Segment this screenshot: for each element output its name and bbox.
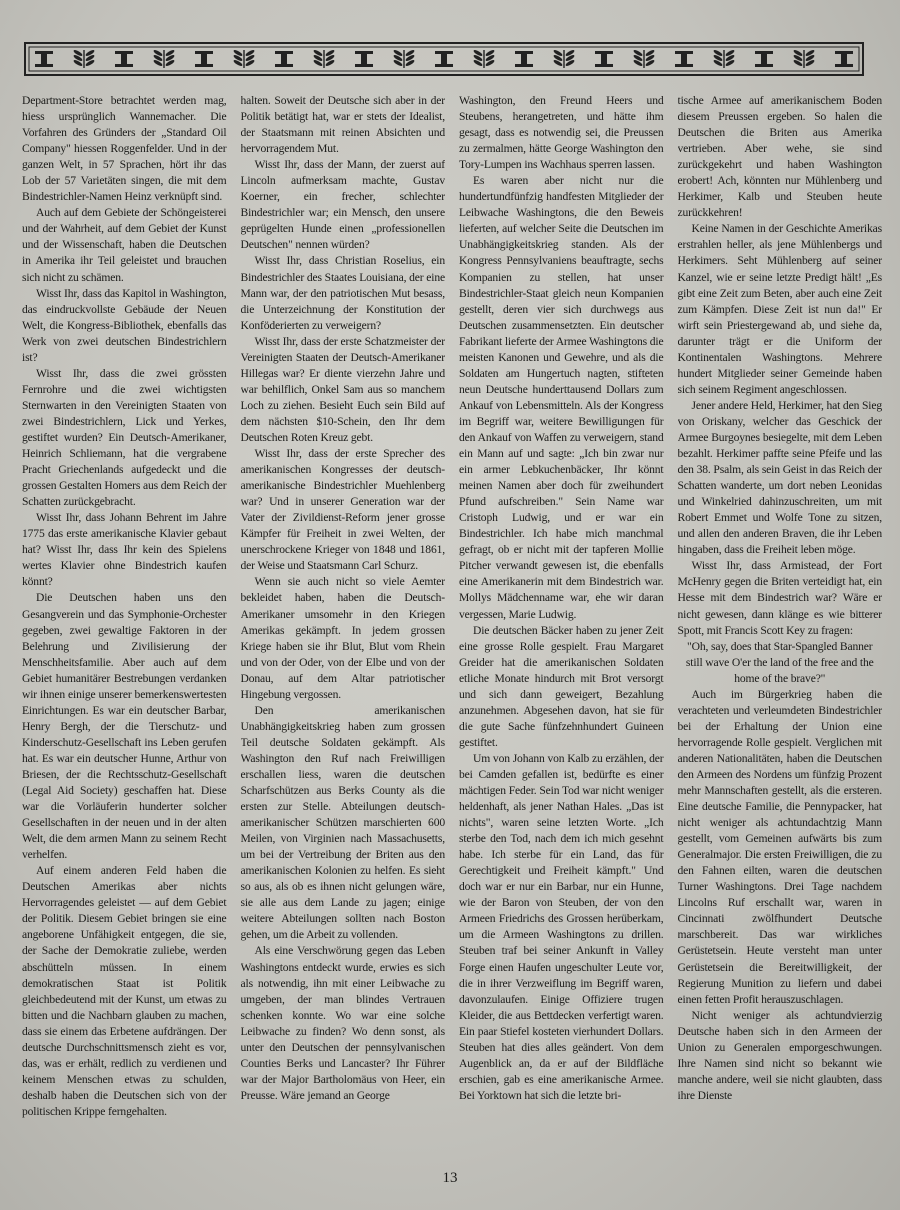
ornament-pillar [35,51,53,67]
column-2 [241,93,446,1173]
article-columns [22,93,882,1173]
ornament-pillar [275,51,293,67]
paragraph: Wisst Ihr, dass der erste Schatzmeister der Vereinigten Staaten der Deutsch-Amerikaner Hillegas war? Er diente vierzehn Jahre und war behilflich, Onkel Sam aus so manchem Loch zu ziehen. Besieht Euch sein Bild auf dem nächsten $10-Schein, den Ihr dem Deutschen Roten Kreuz gebt. [240,334,445,444]
paragraph: Um von Johann von Kalb zu erzählen, der bei Camden gefallen ist, bedürfte es einer mächtigen Feder. Sein Tod war nicht weniger heldenhaft, als jener Nathan Hales. „Das ist nichts", waren seine letzten Worte. „Ich sterbe den Tod, nach dem ich mich gesehnt habe. Ich sterbe für ein Land, das für Gerechtigkeit und Freiheit kämpft." Und doch war er nur ein Barbar, nur ein Hunne, wie der Baron von Steuben, der von den Armeen Friedrichs des Grossen herüberkam, um die Armeen Washingtons zu drillen. Steuben traf bei seiner Ankunft in Valley Forge einen Haufen ungeschulter Leute vor, die in ihrer Verzweiflung im Begriff waren, davonzulaufen. Einige Offiziere trugen Kleider, die aus Bettdecken verfertigt waren. Ein paar Stiefel kosteten vierhundert Dollars. Steuben hat dies alles geändert. Von dem Augenblick an, da er auf der Bildfläche erschien, gab es eine amerikanische Armee. Bei Yorktown hat sich die letzte bri- [459,751,664,1102]
page-number: 13 [442,1170,458,1186]
ornament-pillar [435,51,453,67]
paragraph: Wisst Ihr, dass der erste Sprecher des amerikanischen Kongresses der deutsch-amerikanische Bindestrichler Muehlenberg war? Und in unserer Generation war der Vater der Zivildienst-Reform jener grosse Kämpfer für Freiheit in zwei Welten, der unerschrockene Krieger von 1848 und 1861, der Weise und Staatsmann Carl Schurz. [240,447,445,573]
ornament-pillar [115,51,133,67]
paragraph: Wisst Ihr, dass das Kapitol in Washington, das eindruckvollste Gebäude der Neuen Welt, die Kongress-Bibliothek, ebenfalls das Werk von zwei deutschen Bindestrichlern ist? [22,286,227,364]
paragraph: Jener andere Held, Herkimer, hat den Sieg von Oriskany, welcher das Geschick der Armee Burgoynes besiegelte, mit dem Leben bezahlt. Herkimer paffte seine Pfeife und las den 38. Psalm, als sein Geist in das Reich der Schatten wanderte, um dort neben Leonidas und Winkelried dahinzuschreiten, um mit Robert Emmet und Wolfe Tone zu sitzen, und allen den anderen Braven, die ihr Leben hingaben, dass die Freiheit leben möge. [677,398,882,557]
paragraph: halten. Soweit der Deutsche sich aber in der Politik betätigt hat, war er stets der Idealist, der Staatsmann mit reinen Absichten und hervorragendem Mut. [240,94,445,156]
ornament-pillar [355,51,373,67]
column-1 [22,93,227,1173]
paragraph: Wisst Ihr, dass Christian Roselius, ein Bindestrichler des Staates Louisiana, der eine Mann war, der den patriotischen Mut besass, die Unterzeichnung der Konstitution der Konföderierten zu verweigern? [240,254,445,332]
ornament-pillar [515,51,533,67]
ornament-pillar [835,51,853,67]
paragraph: Wenn sie auch nicht so viele Aemter bekleidet haben, haben die Deutsch-Amerikaner umsomehr in den Kriegen Amerikas gekämpft. In jedem grossen Kriege haben sie ihr Blut, Blut vom Rhein und von der Oder, von der Elbe und von der Donau, auf dem Altar patriotischer Hingebung vergossen. [240,575,445,701]
paragraph: Den amerikanischen Unabhängigkeitskrieg haben zum grossen Teil deutsche Soldaten gekämpft. Als Washington den Ruf nach Freiwilligen erschallen liess, waren die deutschen Scharfschützen aus Berks County als die ersten zur Stelle. Abteilungen deutsch-amerikanischer Schützen marschierten 600 Meilen, von Virginien nach Massachusetts, um bei der Vertreibung der Briten aus den amerikanischen Kolonien zu helfen. Es sieht so aus, als ob es ihnen nicht gelungen wäre, sie alle aus dem Lande zu jagen; einige weitere Abteilungen sollten nach Boston gehen, um die Arbeit zu vollenden. [240,703,445,942]
paragraph: Nicht weniger als achtundvierzig Deutsche haben sich in den Armeen der Union zu Generalen emporgeschwungen. Ihre Namen sind nicht so bekannt wie manche andere, weil sie nicht glaubten, dass ihre Dienste [677,1008,882,1102]
paragraph: Die deutschen Bäcker haben zu jener Zeit eine grosse Rolle gespielt. Frau Margaret Greider hat die amerikanischen Soldaten etliche Monate hindurch mit Brot versorgt und sich dann geweigert, Bezahlung anzunehmen. Abgesehen davon, hat sie für die gute Sache fünfzehnhundert Guineen gestiftet. [459,623,664,749]
paragraph: Es waren aber nicht nur die hundertundfünfzig handfesten Mitglieder der Leibwache Washingtons, die den Beweis lieferten, auf welcher Seite die Deutschen im Unabhängigkeitskrieg standen. Als der Kongress Pennsylvaniens beauftragte, sechs Kompanien zu stellen, hat unser Bindestrichler-Staat gleich neun Kompanien gestellt, deren vier sich durchwegs aus Deutschen zusammensetzten. Ein deutscher Fabrikant lieferte der Armee Washingtons die meisten Kanonen und Gewehre, und als die Soldaten am Hungertuch nagten, stifteten neun Deutsche hunderttausend Dollars zum Ankauf von Lebensmitteln. Als der Kongress im Begriff war, weitere Bewilligungen für den Ankauf von Waffen zu verweigern, stand ein Mann auf und sagte: „Ich bin zwar nur ein armer Lebkuchenbäcker, Ihr könnt meinen Namen aber doch für zweihundert Pfund aufschreiben." Sein Name war Cristoph Ludwig, und er war ein Bindestrichler. Ich habe mich manchmal gefragt, ob er nicht mit der tapferen Mollie Pitcher verwandt gewesen ist, die ebenfalls eine Amerikanerin mit dem Bindestrich war. Mollys Mädchenname war, ehe wir daran vergessen, Marie Ludwig. [459,174,664,621]
paragraph: Als eine Verschwörung gegen das Leben Washingtons entdeckt wurde, erwies es sich als notwendig, ihn mit einer Leibwache zu umgeben, der man blindes Vertrauen schenken konnte. Wo war eine solche Leibwache zu finden? Wo denn sonst, als unter den Deutschen der pennsylvanischen Counties Berks und Lancaster? Ihr Führer war der Major Bartholomäus von Heer, ein Preusse. Wäre jemand an George [240,944,445,1102]
paragraph: Wisst Ihr, dass Johann Behrent im Jahre 1775 das erste amerikanische Klavier gebaut hat? Wisst Ihr, dass Ihr kein des Spielens wertes Klavier ohne Bindestrich kaufen könnt? [22,511,227,589]
paragraph: Auf einem anderen Feld haben die Deutschen Amerikas aber nichts Hervorragendes geleistet — auf dem Gebiet der Politik. Diesem Gebiet bringen sie eine angeborene Unfähigkeit entgegen, die sie, der Sache der Demokratie zuliebe, werden abschütteln müssen. In einem demokratischen Staat ist Politik gleichbedeutend mit der Kunst, um etwas zu bitten und die Nachbarn glauben zu machen, dass sie einem das Erbetene aufdrängen. Der deutsche Durchschnittsmensch zieht es vor, das, was er erhält, redlich zu verdienen und keinem Menschen etwas zu schulden, deshalb haben die Deutschen sich von der politischen Krippe ferngehalten. [22,864,227,1118]
paragraph: Auch auf dem Gebiete der Schöngeisterei und der Wahrheit, auf dem Gebiet der Kunst und der Wissenschaft, haben die Deutschen in Amerika ihr Teil geleistet und brauchen sich nicht zu schämen. [22,206,227,284]
paragraph: Wisst Ihr, dass Armistead, der Fort McHenry gegen die Briten verteidigt hat, ein Hesse mit dem Bindestrich war? Wäre er nicht gewesen, dann klänge es wie bitterer Spott, mit Francis Scott Key zu fragen: [677,559,882,637]
paragraph: Keine Namen in der Geschichte Amerikas erstrahlen heller, als jene Mühlenbergs und Herkimers. Seht Mühlenberg auf seiner Kanzel, wie er seine letzte Predigt hält! „Es gibt eine Zeit zum Beten, aber auch eine Zeit zum Kämpfen. Diese Zeit ist nun da!" Er wirft sein Priestergewand ab, und siehe da, darunter trägt er die Uniform der Kontinentalen Washingtons. Mehrere hundert Mitglieder seiner Gemeinde haben sich seinem Regiment angeschlossen. [677,222,882,396]
ornament-pillar [675,51,693,67]
quoted-verse: "Oh, say, does that Star-Spangled Banner still wave O'er the land of the free and the home of the brave?" [685,639,874,685]
column-3 [459,93,664,1173]
paragraph: Wisst Ihr, dass die zwei grössten Fernrohre und die zwei wichtigsten Sternwarten in den Vereinigten Staaten von zwei Bindestrichlern, Lick und Yerkes, gestiftet wurden? Ein Deutsch-Amerikaner, Heinrich Schliemann, hat die vergrabene Pracht Griechenlands aufgedeckt und die grossen Gestalten Homers aus dem Reich der Schatten zurückgebracht. [22,366,227,509]
paragraph: Washington, den Freund Heers und Steubens, herangetreten, und hätte ihm gesagt, dass es notwendig sei, die Preussen zu zermalmen, hätte George Washington den Tory-Lumpen ins Wachhaus sperren lassen. [459,94,664,172]
paragraph: Wisst Ihr, dass der Mann, der zuerst auf Lincoln aufmerksam machte, Gustav Koerner, ein frecher, schlechter Bindestrichler war; ein Mensch, den unsere geprügelten Hunde einen „professionellen Deutschen" nennen würden? [240,158,445,252]
paragraph: Die Deutschen haben uns den Gesangverein und das Symphonie-Orchester gegeben, zwei gewaltige Faktoren in der Belehrung und Zivilisierung der Menschheitsfamilie. Aber auch auf dem Gebiet humanitärer Bestrebungen verdanken wir ihnen einige unserer bemerkenswertesten Einrichtungen. Es war ein deutscher Barbar, Henry Bergh, der die Tierschutz- und Kinderschutz-Gesellschaft ins Leben gerufen hat. Es war ein deutscher Hunne, Arthur von Briesen, der die Rechtsschutz-Gesellschaft (Legal Aid Society) geschaffen hat. Diese war die Vorläuferin hunderter solcher Gesellschaften in der neuen und in der alten Welt, die dem armen Mann zu seinem Recht verhelfen. [22,591,227,862]
ornament-pillar [195,51,213,67]
paragraph: tische Armee auf amerikanischem Boden diesem Preussen ergeben. So halen die Deutschen die Briten aus Amerika vertrieben. Aber wehe, sie sind zurückgekehrt und haben Washington erobert! Ach, könnten nur Mühlenberg und Herkimer, Kalb und Steuben heute zurückkehren! [677,94,882,220]
paragraph: Auch im Bürgerkrieg haben die verachteten und verleumdeten Bindestrichler bei der Erhaltung der Union eine hervorragende Rolle gespielt. Verglichen mit anderen Nationalitäten, haben die Deutschen den Armeen des Nordens um fünfzig Prozent mehr Mannschaften gestellt, als die ersteren. Eine deutsche Familie, die Pennypacker, hat nicht weniger als achtundachtzig Mann gestellt, vom Gemeinen aufwärts bis zum Generalmajor. Die ersten Freiwilligen, die zu den Fahnen eilten, waren die deutschen Turner Washingtons. Drei Tage nachdem Lincolns Ruf erschallt war, waren in Cincinnati zwölfhundert Deutsche marschbereit. Das war wirkliches Gerüstetsein. Heute versteht man unter Gerüstetsein die Bereitwilligkeit, der Regierung Munition zu liefern und dabei einen fetten Profit herauszuschlagen. [677,687,882,1006]
column-4 [678,93,883,1173]
ornamental-border [24,42,864,76]
ornament-pillar [595,51,613,67]
paragraph: Department-Store betrachtet werden mag, hiess ursprünglich Wannemacher. Die Vorfahren des Gründers der „Standard Oil Company" hiessen Roggenfelder. Und in der ganzen Welt, in 57 Sprachen, hört ihr das Lob der 57 Varietäten singen, die mit dem Bindestrichler-Namen Heinz verknüpft sind. [22,94,227,204]
ornament-pillar [755,51,773,67]
